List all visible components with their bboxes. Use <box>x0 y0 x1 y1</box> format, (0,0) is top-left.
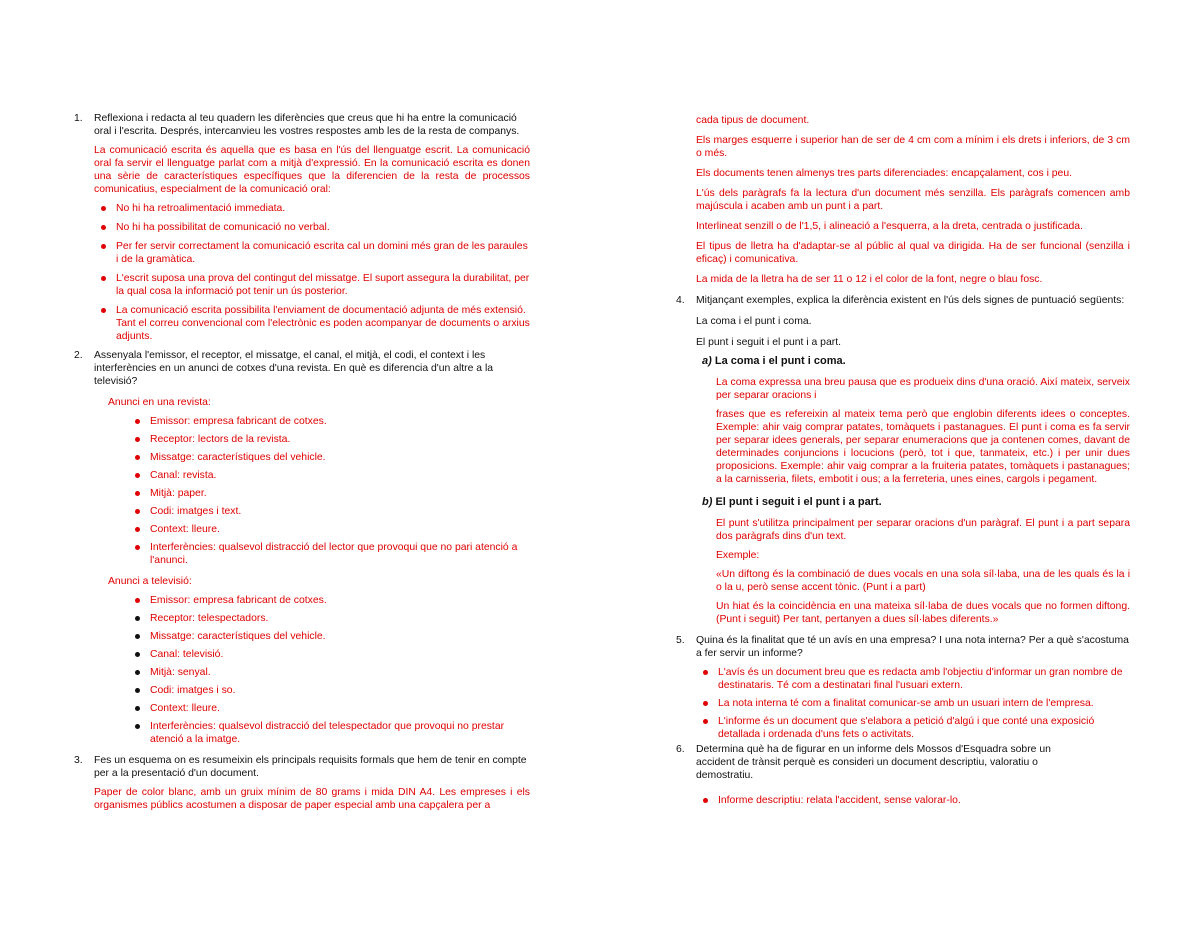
bullet-icon <box>101 276 106 281</box>
list-item: Codi: imatges i so. <box>128 684 530 697</box>
question-2 <box>74 349 530 388</box>
question-1 <box>74 112 530 138</box>
bullet-icon <box>135 652 140 657</box>
question-5 <box>676 634 1130 660</box>
bullet-icon <box>135 437 140 442</box>
bullet-icon <box>135 706 140 711</box>
list-item: Context: lleure. <box>128 702 530 715</box>
list-item: Mitjà: senyal. <box>128 666 530 679</box>
bullet-icon <box>135 527 140 532</box>
bullet-icon <box>135 634 140 639</box>
question-text: Determina què ha de figurar en un informe dels Mossos d'Esquadra sobre un accident de trànsit perquè es consideri un document descriptiu, valoratiu o demostratiu. <box>696 744 1051 781</box>
question-6 <box>676 743 1130 782</box>
bullet-icon <box>135 688 140 693</box>
list-item: Missatge: característiques del vehicle. <box>128 451 530 464</box>
bullet-icon <box>135 724 140 729</box>
question-text: Fes un esquema on es resumeixin els principals requisits formals que hem de tenir en compte per a la presentació d'un document. <box>94 755 527 779</box>
bullet-icon <box>135 598 140 603</box>
list-item: La nota interna té com a finalitat comunicar-se amb un usuari intern de l'empresa. <box>696 697 1130 710</box>
list-item: No hi ha possibilitat de comunicació no verbal. <box>94 221 530 234</box>
bullet-icon <box>135 670 140 675</box>
answer-paragraph: El tipus de lletra ha d'adaptar-se al públic al qual va dirigida. Ha de ser funcional (senzilla i eficaç) i comunicativa. <box>696 241 1130 265</box>
answer-paragraph: «Un diftong és la combinació de dues vocals en una sola síl·laba, una de les quals és la i o la u, però sense accent tònic. (Punt i a part) <box>716 569 1130 593</box>
answer-paragraph: frases que es refereixin al mateix tema però que englobin diferents idees o conceptes. Exemple: ahir vaig comprar patates, tomàquets i pastanagues. El punt i coma es fa servir per separar idees generals, per separar enumeracions que ja contenen comes, davant de determinades conjuncions i locucions (però, tot i que, tanmateix, etc.) i per unir dues proposicions. Exemple: ahir vaig comprar a la fruiteria patates, tomàquets i pastanagues; a la carnisseria, filets, embotit i ous; a la ferreteria, unes eines, cargols i pegament. <box>716 409 1130 485</box>
answer-paragraph: La coma expressa una breu pausa que es produeix dins d'una oració. Així mateix, serveix per separar oracions i <box>716 377 1130 401</box>
bullet-icon <box>101 244 106 249</box>
list-item: L'informe és un document que s'elabora a petició d'algú i que conté una exposició detallada i ordenada d'uns fets o activitats. <box>696 715 1130 741</box>
bullet-icon <box>703 670 708 675</box>
list-item: Informe descriptiu: relata l'accident, sense valorar-lo. <box>696 794 1130 807</box>
question-text: Reflexiona i redacta al teu quadern les diferències que creus que hi ha entre la comunicació oral i l'escrita. Després, intercanvieu les vostres respostes amb les de la resta de companys. <box>94 113 520 137</box>
answer-paragraph: Exemple: <box>716 550 760 561</box>
answer-paragraph: La mida de la lletra ha de ser 11 o 12 i el color de la font, negre o blau fosc. <box>696 274 1043 285</box>
list-item: Canal: televisió. <box>128 648 530 661</box>
bullet-icon <box>703 798 708 803</box>
question-number: 1. <box>74 113 83 124</box>
answer-paragraph: Paper de color blanc, amb un gruix mínim de 80 grams i mida DIN A4. Les empreses i els organismes públics acostumen a disposar de paper especial amb una capçalera per a <box>94 787 530 811</box>
question-number: 4. <box>676 295 685 306</box>
answer-paragraph: Interlineat senzill o de l'1,5, i alineació a l'esquerra, a la dreta, centrada o justificada. <box>696 221 1083 232</box>
list-item: Interferències: qualsevol distracció del lector que provoqui que no pari atenció a l'anunci. <box>128 541 530 567</box>
answer-bullet-list <box>696 794 1130 807</box>
answer-paragraph: Un hiat és la coincidència en una mateixa síl·laba de dues vocals que no formen diftong. (Punt i seguit) Per tant, pertanyen a dues síl·labes diferents.» <box>716 601 1130 625</box>
list-item: Mitjà: paper. <box>128 487 530 500</box>
left-column <box>74 112 530 818</box>
question-text: Assenyala l'emissor, el receptor, el missatge, el canal, el mitjà, el codi, el context i les interferències en un anunci de cotxes d'una revista. En què es diferencia d'un altre a la televisió? <box>94 350 494 387</box>
list-item: Codi: imatges i text. <box>128 505 530 518</box>
list-item: Missatge: característiques del vehicle. <box>128 630 530 643</box>
answer-bullet-list <box>94 202 530 343</box>
question-number: 2. <box>74 350 83 361</box>
answer-paragraph: La comunicació escrita és aquella que es basa en l'ús del llenguatge escrit. La comunicació oral fa servir el llenguatge parlat com a mitjà d'expressió. En la comunicació escrita es donen una sèrie de característiques específiques que la diferencien de la resta de processos comunicatius, especialment de la comunicació oral: <box>94 145 530 195</box>
right-column <box>676 114 1130 813</box>
list-item: Emissor: empresa fabricant de cotxes. <box>128 594 530 607</box>
tv-list <box>128 594 530 746</box>
bullet-icon <box>135 491 140 496</box>
bullet-icon <box>101 308 106 313</box>
list-item: Interferències: qualsevol distracció del telespectador que provoqui no prestar atenció a la imatge. <box>128 720 530 746</box>
question-number: 6. <box>676 744 685 755</box>
bullet-icon <box>135 616 140 621</box>
answer-paragraph: El punt s'utilitza principalment per separar oracions d'un paràgraf. El punt i a part separa dos paràgrafs dins d'un text. <box>716 518 1130 542</box>
bullet-icon <box>135 419 140 424</box>
answer-bullet-list <box>696 666 1130 741</box>
answer-paragraph: L'ús dels paràgrafs fa la lectura d'un document més senzilla. Els paràgrafs comencen amb majúscula i acaben amb un punt i a part. <box>696 188 1130 212</box>
question-3 <box>74 754 530 780</box>
list-item: Emissor: empresa fabricant de cotxes. <box>128 415 530 428</box>
bullet-icon <box>703 719 708 724</box>
question-4 <box>676 294 1130 307</box>
bullet-icon <box>135 455 140 460</box>
bullet-icon <box>101 206 106 211</box>
bullet-icon <box>703 701 708 706</box>
answer-paragraph: Els marges esquerre i superior han de ser de 4 cm com a mínim i els drets i inferiors, de 3 cm o més. <box>696 135 1130 159</box>
list-item: Context: lleure. <box>128 523 530 536</box>
tv-heading: Anunci a televisió: <box>108 576 192 587</box>
subheading-a: a) La coma i el punt i coma. <box>702 355 846 367</box>
question-number: 3. <box>74 755 83 766</box>
question-text: Mitjançant exemples, explica la diferència existent en l'ús dels signes de puntuació següents: <box>696 295 1125 306</box>
list-item: Per fer servir correctament la comunicació escrita cal un domini més gran de les paraules i de la gramàtica. <box>94 240 530 266</box>
bullet-icon <box>101 225 106 230</box>
question-text: Quina és la finalitat que té un avís en una empresa? I una nota interna? Per a què s'acostuma a fer servir un informe? <box>696 635 1129 659</box>
answer-paragraph: cada tipus de document. <box>696 115 810 126</box>
bullet-icon <box>135 545 140 550</box>
question-number: 5. <box>676 635 685 646</box>
magazine-list <box>128 415 530 567</box>
bullet-icon <box>135 509 140 514</box>
answer-paragraph: Els documents tenen almenys tres parts diferenciades: encapçalament, cos i peu. <box>696 168 1072 179</box>
magazine-heading: Anunci en una revista: <box>108 397 211 408</box>
list-item: Canal: revista. <box>128 469 530 482</box>
list-item: L'avís és un document breu que es redacta amb l'objectiu d'informar un gran nombre de destinataris. Té com a destinatari final l'usuari extern. <box>696 666 1130 692</box>
subheading-b: b) El punt i seguit i el punt i a part. <box>702 496 882 508</box>
q3-continuation <box>696 114 1130 286</box>
punctuation-line-1: La coma i el punt i coma. <box>696 316 812 327</box>
list-item: No hi ha retroalimentació immediata. <box>94 202 530 215</box>
list-item: Receptor: telespectadors. <box>128 612 530 625</box>
bullet-icon <box>135 473 140 478</box>
punctuation-line-2: El punt i seguit i el punt i a part. <box>696 337 841 348</box>
list-item: L'escrit suposa una prova del contingut del missatge. El suport assegura la durabilitat, per la qual cosa la informació pot tenir un ús posterior. <box>94 272 530 298</box>
list-item: Receptor: lectors de la revista. <box>128 433 530 446</box>
list-item: La comunicació escrita possibilita l'enviament de documentació adjunta de més extensió. Tant el correu convencional com l'electrònic es poden acompanyar de documents o arxius adjunts. <box>94 304 530 343</box>
